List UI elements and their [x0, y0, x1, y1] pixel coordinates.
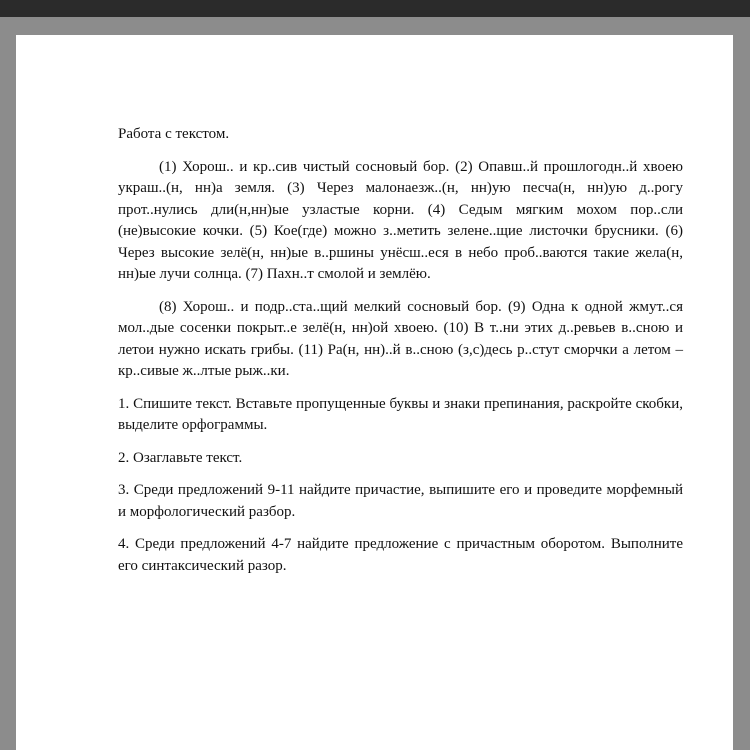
- document-heading: Работа с текстом.: [118, 126, 230, 142]
- task-1: 1. Спишите текст. Вставьте пропущенные буквы и знаки препинания, раскройте скобки, выделите орфограммы.: [118, 395, 683, 433]
- task-2: 2. Озаглавьте текст.: [118, 449, 243, 466]
- viewer-background: [0, 17, 750, 750]
- text-paragraph-2: (8) Хорош.. и подр..ста..щий мелкий сосновый бор. (9) Одна к одной жмут..ся мол..дые сосенки покрыт..е зелё(н, нн)ой хвоею. (10) В т..ни этих д..ревьев в..сною и летои нужно искать грибы. (11) Ра(н, нн)..й в..сною (з,с)десь р..стут сморчки а летом – кр..сивые ж..лтые рыж..ки.: [118, 298, 683, 379]
- window-top-bar: [0, 0, 750, 17]
- task-3: 3. Среди предложений 9-11 найдите причастие, выпишите его и проведите морфемный и морфологический разбор.: [118, 482, 683, 520]
- document-page: [16, 35, 733, 750]
- task-4: 4. Среди предложений 4-7 найдите предложение с причастным оборотом. Выполните его синтаксический разор.: [118, 536, 683, 574]
- document-content: [118, 124, 683, 588]
- text-paragraph-1: (1) Хорош.. и кр..сив чистый сосновый бор. (2) Опавш..й прошлогодн..й хвоею украш..(н, нн)а земля. (3) Через малонаезж..(н, нн)ую песча(н, нн)ую д..рогу прот..нулись дли(н,нн)ые узластые корни. (4) Седым мягким мохом пор..сли (не)высокие кочки. (5) Кое(где) можно з..метить зелене..щие листочки брусники. (6) Через высокие зелё(н, нн)ые в..ршины унёсш..еся в небо проб..ваются такие жела(н, нн)ые лучи солнца. (7) Пахн..т смолой и землёю.: [118, 158, 683, 282]
